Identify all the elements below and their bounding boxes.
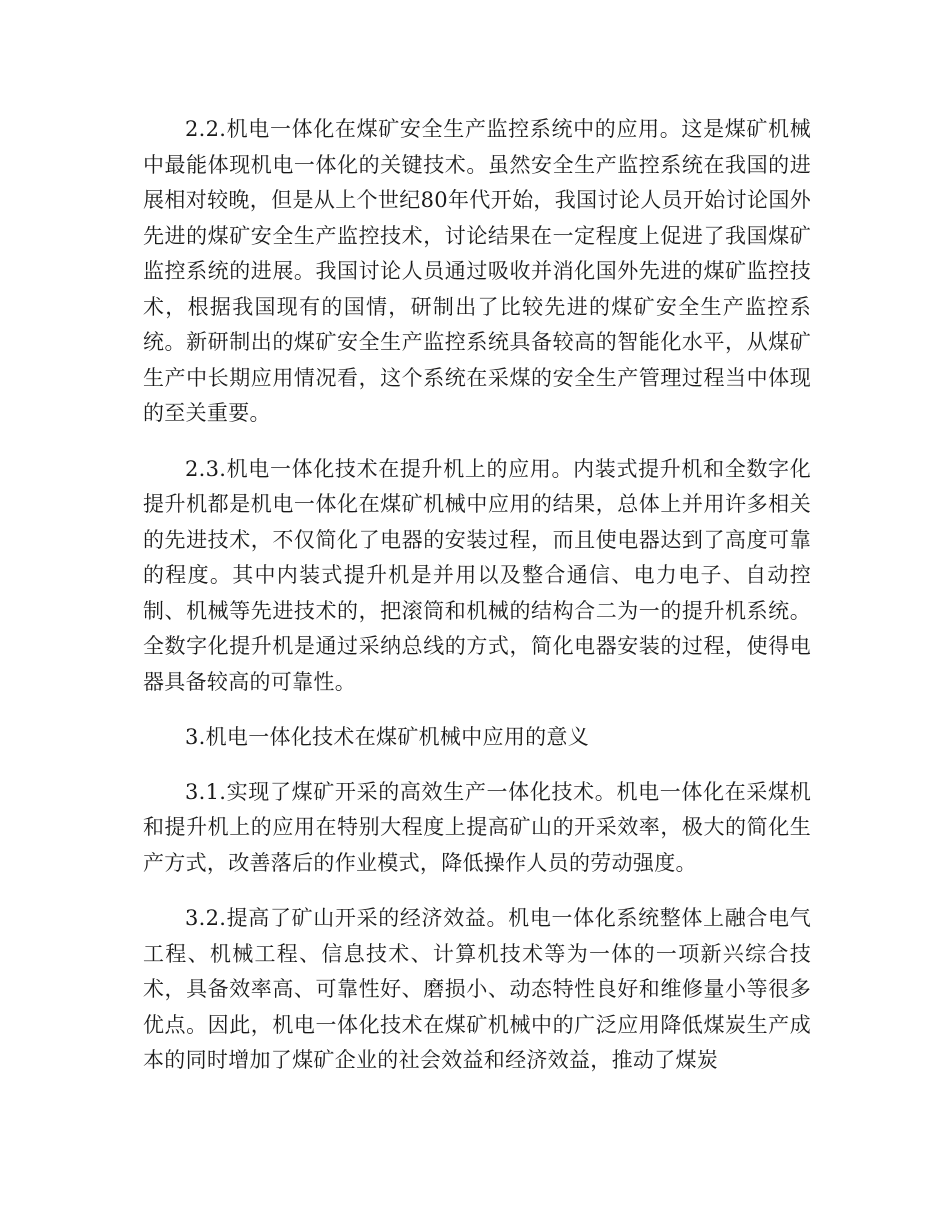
- paragraph-2-3: 2.3.机电一体化技术在提升机上的应用。内装式提升机和全数字化提升机都是机电一体化在煤矿机械中应用的结果，总体上并用许多相关的先进技术，不仅简化了电器的安装过程，而且使电器达到了高度可靠的程度。其中内装式提升机是并用以及整合通信、电力电子、自动控制、机械等先进技术的，把滚筒和机械的结构合二为一的提升机系统。全数字化提升机是通过采纳总线的方式，简化电器安装的过程，使得电器具备较高的可靠性。: [143, 456, 811, 694]
- paragraph-3-1: 3.1.实现了煤矿开采的高效生产一体化技术。机电一体化在采煤机和提升机上的应用在特别大程度上提高矿山的开采效率，极大的简化生产方式，改善落后的作业模式，降低操作人员的劳动强度。: [143, 779, 811, 875]
- paragraph-3-2: 3.2.提高了矿山开采的经济效益。机电一体化系统整体上融合电气工程、机械工程、信息技术、计算机技术等为一体的一项新兴综合技术，具备效率高、可靠性好、磨损小、动态特性良好和维修量小等很多优点。因此，机电一体化技术在煤矿机械中的广泛应用降低煤炭生产成本的同时增加了煤矿企业的社会效益和经济效益，推动了煤炭: [143, 906, 811, 1072]
- document-body: [143, 112, 811, 1099]
- section-heading-3: 3.机电一体化技术在煤矿机械中应用的意义: [185, 725, 590, 749]
- paragraph-2-2: 2.2.机电一体化在煤矿安全生产监控系统中的应用。这是煤矿机械中最能体现机电一体化的关键技术。虽然安全生产监控系统在我国的进展相对较晚，但是从上个世纪80年代开始，我国讨论人员开始讨论国外先进的煤矿安全生产监控技术，讨论结果在一定程度上促进了我国煤矿监控系统的进展。我国讨论人员通过吸收并消化国外先进的煤矿监控技术，根据我国现有的国情，研制出了比较先进的煤矿安全生产监控系统。新研制出的煤矿安全生产监控系统具备较高的智能化水平，从煤矿生产中长期应用情况看，这个系统在采煤的安全生产管理过程当中体现的至关重要。: [143, 117, 811, 425]
